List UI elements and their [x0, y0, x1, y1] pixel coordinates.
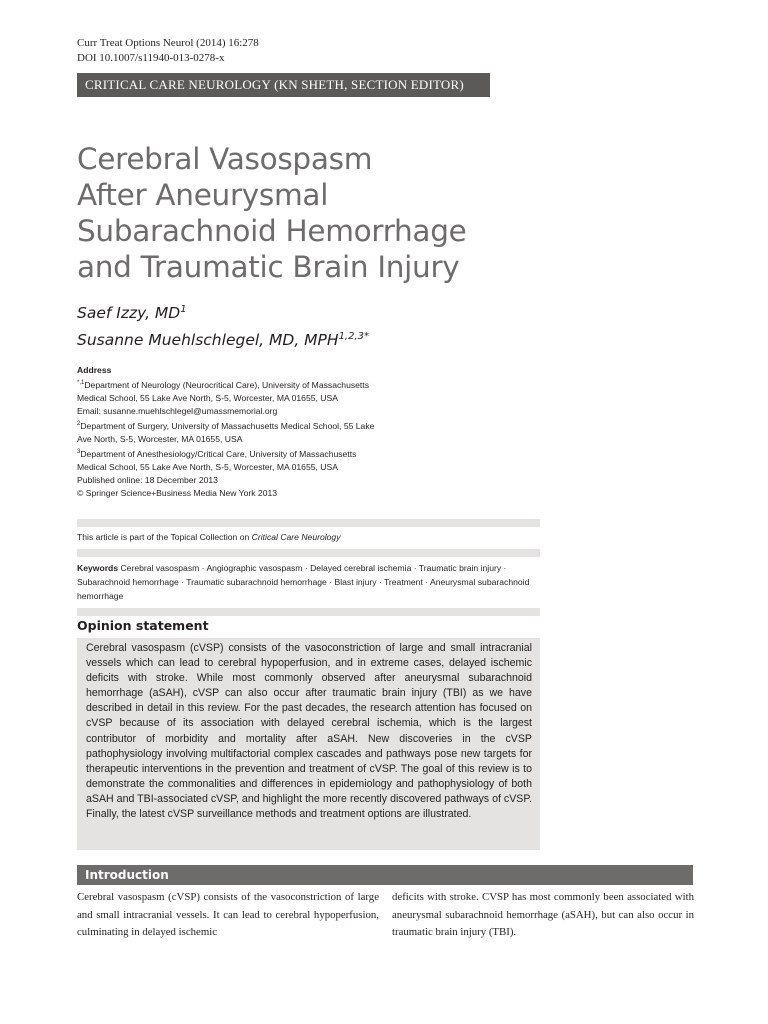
affiliation-mark: 3 [77, 448, 81, 455]
journal-citation [77, 36, 259, 66]
article-title [77, 141, 537, 285]
opinion-heading: Opinion statement [77, 618, 209, 633]
author-list [77, 298, 369, 352]
title-line: Subarachnoid Hemorrhage [77, 214, 467, 248]
author-affiliation: 1 [180, 304, 187, 315]
keywords-list: Cerebral vasospasm · Angiographic vasospasm · Delayed cerebral ischemia · Traumatic brain injury · Subarachnoid hemorrhage · Traumatic subarachnoid hemorrhage · Blast injury · Treatment · Aneurysmal subarachnoid hemorrhage [77, 563, 530, 601]
address-line: $^3$Department of Anesthesiology/Critical Care, University of Massachusetts [77, 448, 357, 459]
body-column-right: deficits with stroke. CVSP has most commonly been associated with aneurysmal subarachnoid hemorrhage (aSAH), but can also occur in traumatic brain injury (TBI). [392, 891, 694, 938]
author-name: Saef Izzy, MD [77, 304, 181, 323]
address-line: $^2$Department of Surgery, University of Massachusetts Medical School, 55 Lake [77, 420, 375, 431]
doi: DOI 10.1007/s11940-013-0278-x [77, 52, 225, 64]
title-line: After Aneurysmal [77, 178, 329, 212]
keywords [77, 561, 540, 603]
address-heading: Address [77, 365, 112, 375]
address-block [77, 364, 507, 500]
author-name: Susanne Muehlschlegel, MD, MPH [77, 331, 339, 350]
journal-reference: Curr Treat Options Neurol (2014) 16:278 [77, 37, 259, 49]
email-link[interactable]: Email: susanne.muehlschlegel@umassmemorial.org [77, 405, 278, 416]
address-line: $^{*,1}$Department of Neurology (Neurocritical Care), University of Massachusetts [77, 379, 369, 390]
copyright: © Springer Science+Business Media New York 2013 [77, 487, 278, 498]
author [77, 325, 369, 352]
affiliation-mark: 2 [77, 420, 81, 427]
divider [77, 519, 540, 527]
author-affiliation: 1,2,3* [338, 331, 370, 343]
keywords-heading: Keywords [77, 563, 119, 573]
collection-link[interactable]: Critical Care Neurology [251, 532, 341, 542]
address-line: Medical School, 55 Lake Ave North, S-5, Worcester, MA 01655, USA [77, 392, 338, 403]
title-line: and Traumatic Brain Injury [77, 250, 460, 284]
opinion-statement: Cerebral vasospasm (cVSP) consists of the vasoconstriction of large and small intracranial vessels which can lead to cerebral hypoperfusion, and in extreme cases, delayed ischemic deficits with stroke. While most commonly observed after aneurysmal subarachnoid hemorrhage (aSAH), cVSP can also occur after traumatic brain injury (TBI) as we have described in detail in this review. For the past decades, the research attention has focused on cVSP because of its association with delayed cerebral ischemia, which is the largest contributor of morbidity and mortality after aSAH. New discoveries in the cVSP pathophysiology involving multifactorial complex cascades and pathways pose new targets for therapeutic interventions in the prevention and treatment of cVSP. The goal of this review is to demonstrate the commonalities and differences in epidemiology and pathophysiology of both aSAH and TBI-associated cVSP, and highlight the more recently discovered pathways of cVSP. Finally, the latest cVSP surveillance methods and treatment options are illustrated. [77, 638, 540, 850]
divider [77, 608, 540, 616]
topical-collection: This article is part of the Topical Collection on Critical Care Neurology [77, 532, 341, 542]
published-date: Published online: 18 December 2013 [77, 474, 218, 485]
author [77, 298, 369, 325]
address-line: Medical School, 55 Lake Ave North, S-5, Worcester, MA 01655, USA [77, 461, 338, 472]
title-line: Cerebral Vasospasm [77, 142, 373, 176]
divider [77, 549, 540, 557]
affiliation-mark: *,1 [77, 380, 85, 386]
section-banner: CRITICAL CARE NEUROLOGY (KN SHETH, SECTION EDITOR) [77, 73, 490, 97]
introduction-heading: Introduction [77, 865, 693, 885]
address-line: Ave North, S-5, Worcester, MA 01655, USA [77, 433, 243, 444]
body-column-left: Cerebral vasospasm (cVSP) consists of the vasoconstriction of large and small intracranial vessels. It can lead to cerebral hypoperfusion, culminating in delayed ischemic [77, 891, 379, 938]
